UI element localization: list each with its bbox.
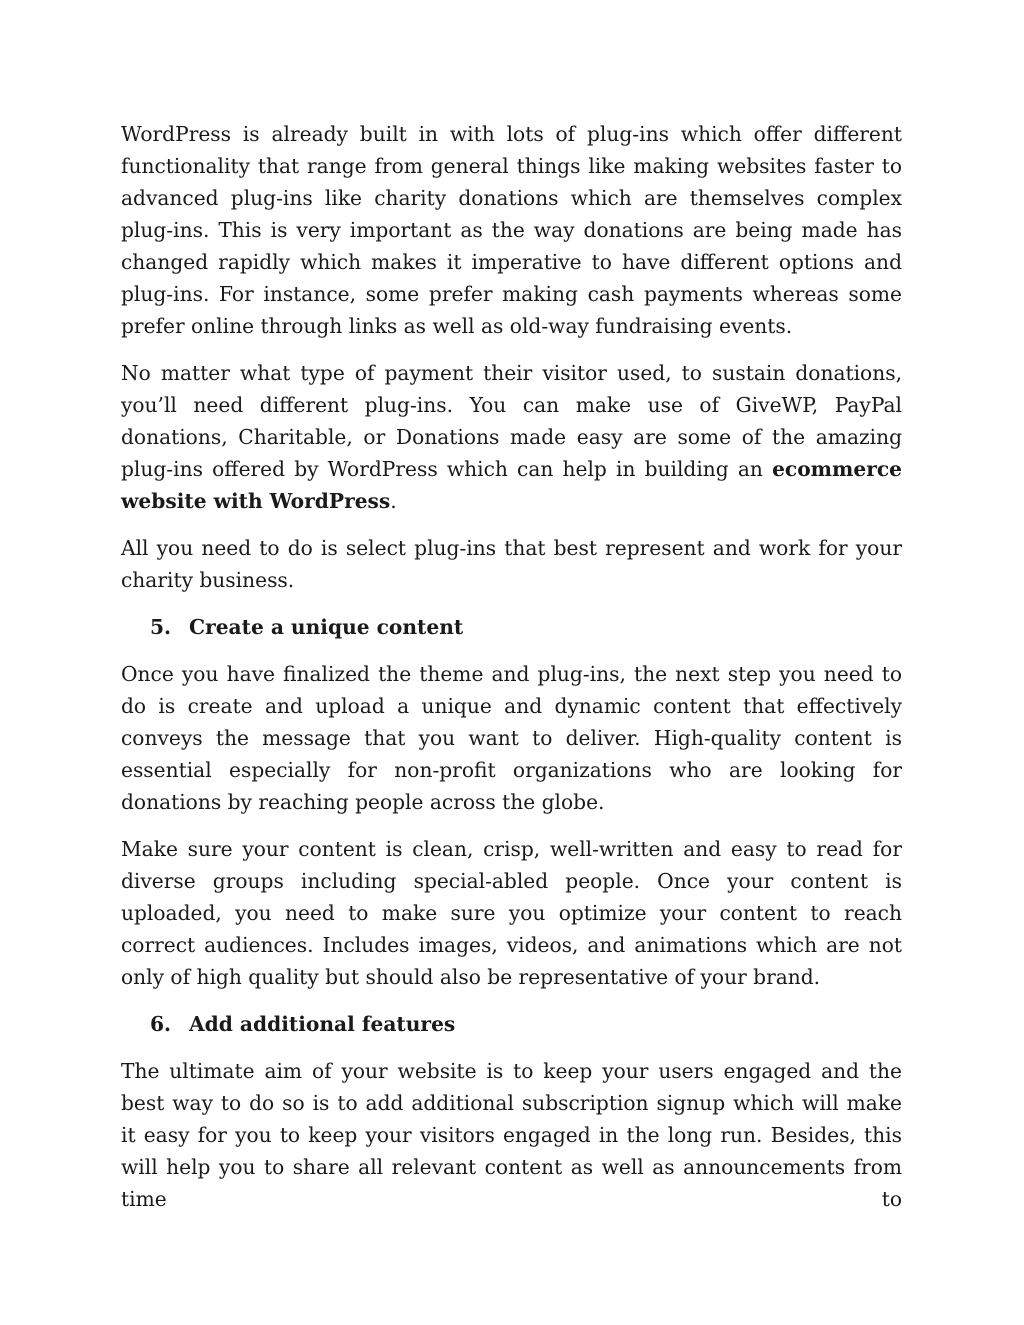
ecommerce-link-text: ecommerce website with WordPress (121, 457, 902, 513)
paragraph-payment-plugins (121, 357, 902, 517)
heading-number: 5. (150, 615, 172, 639)
section-heading-additional-features (121, 1008, 902, 1040)
heading-text: Add additional features (189, 1012, 456, 1036)
paragraph-payment-plugins-text: No matter what type of payment their visitor used, to sustain donations, you’ll need different plug-ins. You can make use of GiveWP, PayPal donations, Charitable, or Donations made easy are some of the amazing plug-ins offered by WordPress which can help in building an (121, 361, 902, 481)
document-page (121, 118, 902, 1230)
paragraph-payment-plugins-end: . (390, 489, 397, 513)
paragraph-select-plugins: All you need to do is select plug-ins that best represent and work for your charity business. (121, 536, 902, 592)
section-heading-unique-content (121, 611, 902, 643)
paragraph-additional-features: The ultimate aim of your website is to keep your users engaged and the best way to do so is to add additional subscription signup which will make it easy for you to keep your visitors engaged in the long run. Besides, this will help you to share all relevant content as well as announcements from time to (121, 1059, 902, 1211)
paragraph-clean-content: Make sure your content is clean, crisp, well-written and easy to read for diverse groups including special-abled people. Once your content is uploaded, you need to make sure you optimize your content to reach correct audiences. Includes images, videos, and animations which are not only of high quality but should also be representative of your brand. (121, 837, 902, 989)
paragraph-plugins-intro: WordPress is already built in with lots of plug-ins which offer different functionality that range from general things like making websites faster to advanced plug-ins like charity donations which are themselves complex plug-ins. This is very important as the way donations are being made has changed rapidly which makes it imperative to have different options and plug-ins. For instance, some prefer making cash payments whereas some prefer online through links as well as old-way fundraising events. (121, 122, 902, 338)
heading-text: Create a unique content (189, 615, 464, 639)
heading-number: 6. (150, 1012, 172, 1036)
paragraph-unique-content: Once you have finalized the theme and plug-ins, the next step you need to do is create and upload a unique and dynamic content that effectively conveys the message that you want to deliver. High-quality content is essential especially for non-profit organizations who are looking for donations by reaching people across the globe. (121, 662, 902, 814)
